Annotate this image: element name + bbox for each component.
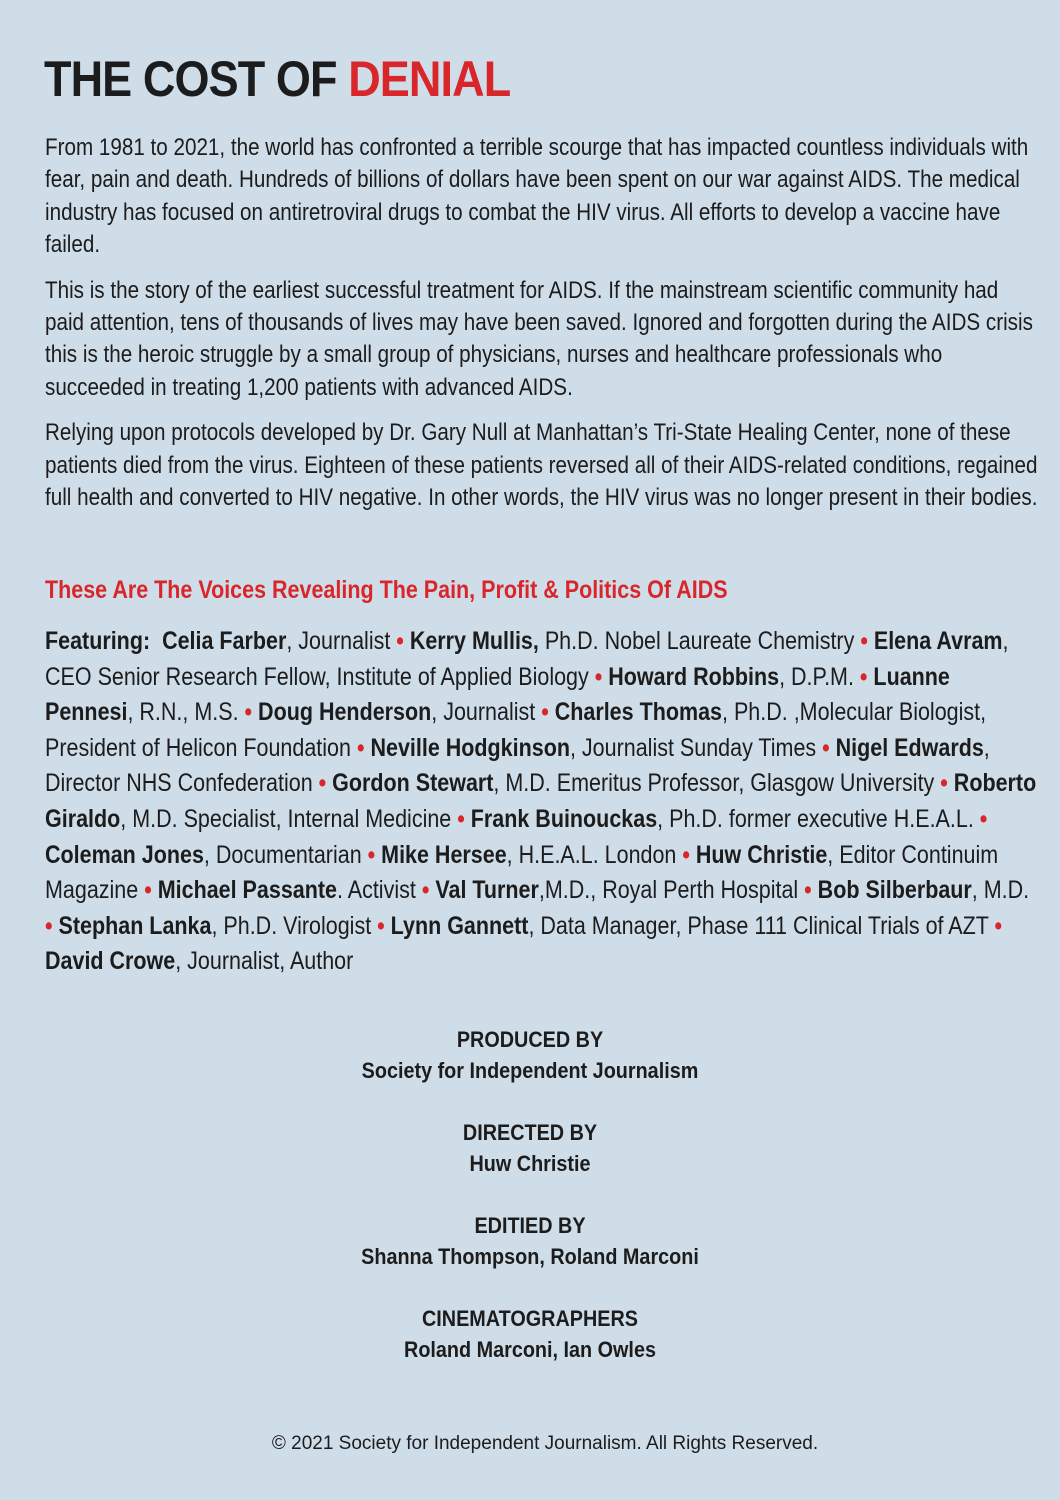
bullet-separator: • [994, 911, 1003, 940]
person-name: Gordon Stewart [332, 769, 494, 798]
person-description: , Director NHS Confederation [45, 733, 990, 798]
credit-directed [0, 1117, 1060, 1179]
person-name: Stephan Lanka [58, 911, 212, 940]
page-title [44, 50, 510, 108]
bullet-separator: • [804, 876, 812, 905]
person-description: Ph.D. Nobel Laureate Chemistry [538, 627, 855, 655]
person-name: Mike Hersee [381, 840, 507, 869]
person-description: , Documentarian [203, 840, 362, 869]
person-description: , M.D. Emeritus Professor, Glasgow University [493, 769, 935, 798]
credit-edited [0, 1210, 1060, 1272]
bullet-separator: • [940, 769, 948, 798]
person-description: , M.D. [971, 876, 1030, 905]
person-name: Roberto Giraldo [45, 769, 1037, 833]
person-name: Elena Avram [873, 627, 1003, 655]
bullet-separator: • [144, 876, 152, 905]
person-description: , Editor Continuim Magazine [45, 840, 999, 905]
person-name: Luanne Pennesi [45, 662, 950, 727]
credit-cinematographers [0, 1303, 1060, 1365]
bullet-separator: • [457, 804, 465, 833]
bullet-separator: • [860, 627, 868, 655]
intro-paragraph: This is the story of the earliest successful treatment for AIDS. If the mainstream scientific community had paid attention, tens of thousands of lives may have been saved. Ignored and forgotten during the AIDS crisis this is the heroic struggle by a small group of physicians, nurses and healthcare professionals who succeeded in treating 1,200 patients with advanced AIDS. [45, 276, 1033, 401]
person-description: , Data Manager, Phase 111 Clinical Trials of AZT [528, 911, 989, 940]
credit-role: DIRECTED BY [462, 1120, 598, 1145]
person-description: , Journalist, Author [175, 947, 354, 976]
person-name: Celia Farber [162, 627, 287, 655]
person-description: , Journalist Sunday Times [569, 733, 817, 762]
person-description: , H.E.A.L. London [506, 840, 677, 869]
credit-names: Shanna Thompson, Roland Marconi [361, 1244, 699, 1269]
person-name: Huw Christie [695, 840, 828, 869]
person-name: Charles Thomas [554, 698, 723, 727]
bullet-separator: • [979, 804, 988, 833]
credit-names: Huw Christie [469, 1151, 591, 1176]
bullet-separator: • [594, 662, 603, 691]
person-name: Doug Henderson [258, 698, 432, 727]
title-highlight: DENIAL [348, 51, 511, 107]
credit-names: Roland Marconi, Ian Owles [404, 1337, 656, 1362]
person-name: Neville Hodgkinson [370, 733, 570, 762]
person-name: Nigel Edwards [835, 733, 984, 762]
person-name: Howard Robbins [608, 662, 780, 691]
person-description: . Activist [336, 876, 416, 905]
bullet-separator: • [421, 876, 430, 905]
bullet-separator: • [822, 733, 830, 762]
person-name: Lynn Gannett [390, 911, 529, 940]
bullet-separator: • [682, 840, 690, 869]
featuring-list [45, 624, 1060, 980]
person-name: Coleman Jones [45, 840, 204, 869]
bullet-separator: • [318, 769, 327, 798]
credit-role: CINEMATOGRAPHERS [422, 1306, 638, 1331]
bullet-separator: • [541, 698, 549, 727]
person-description: , M.D. Specialist, Internal Medicine [120, 804, 452, 833]
bullet-separator: • [45, 911, 53, 940]
bullet-separator: • [367, 840, 376, 869]
person-description: ,M.D., Royal Perth Hospital [538, 876, 799, 905]
person-description: , Journalist [286, 627, 391, 655]
intro-paragraph: Relying upon protocols developed by Dr. Gary Null at Manhattan’s Tri-State Healing Center, none of these patients died from the virus. Eighteen of these patients reversed all of their AIDS-related conditions, regained full health and converted to HIV negative. In other words, the HIV virus was no longer present in their bodies. [45, 419, 1038, 512]
person-name: Michael Passante [157, 876, 337, 905]
bullet-separator: • [859, 662, 868, 691]
credit-names: Society for Independent Journalism [361, 1058, 699, 1083]
copyright-notice: © 2021 Society for Independent Journalism. All Rights Reserved. [271, 1433, 819, 1454]
person-description: , D.P.M. [779, 662, 854, 691]
bullet-separator: • [377, 911, 385, 940]
person-name: Frank Buinouckas [470, 804, 658, 833]
credit-produced [0, 1024, 1060, 1086]
person-description: , R.N., M.S. [127, 698, 239, 727]
bullet-separator: • [356, 733, 365, 762]
person-description: , Ph.D. Virologist [211, 911, 372, 940]
person-name: David Crowe [45, 947, 176, 976]
credit-role: PRODUCED BY [456, 1027, 604, 1052]
person-name: Val Turner [435, 876, 539, 905]
bullet-separator: • [396, 627, 404, 655]
person-description: , Journalist [431, 698, 536, 727]
title-prefix: THE COST OF [44, 51, 349, 107]
bullet-separator: • [244, 698, 253, 727]
credits-block [0, 1024, 1060, 1396]
voices-subheading: These Are The Voices Revealing The Pain, Profit & Politics Of AIDS [45, 576, 728, 604]
featuring-label: Featuring: [45, 627, 151, 655]
intro-paragraph: From 1981 to 2021, the world has confronted a terrible scourge that has impacted countless individuals with fear, pain and death. Hundreds of billions of dollars have been spent on our war against AIDS. The medical industry has focused on antiretroviral drugs to combat the HIV virus. All efforts to develop a vaccine have failed. [45, 134, 1029, 259]
person-name: Bob Silberbaur [817, 876, 972, 905]
credit-role: EDITIED BY [474, 1213, 586, 1238]
person-description: , Ph.D. former executive H.E.A.L. [657, 804, 974, 833]
person-description: , Ph.D. ,Molecular Biologist, President of Helicon Foundation [45, 698, 987, 762]
intro-text [45, 132, 1060, 527]
person-description: , CEO Senior Research Fellow, Institute of Applied Biology [45, 627, 1009, 691]
person-name: Kerry Mullis, [409, 627, 539, 655]
